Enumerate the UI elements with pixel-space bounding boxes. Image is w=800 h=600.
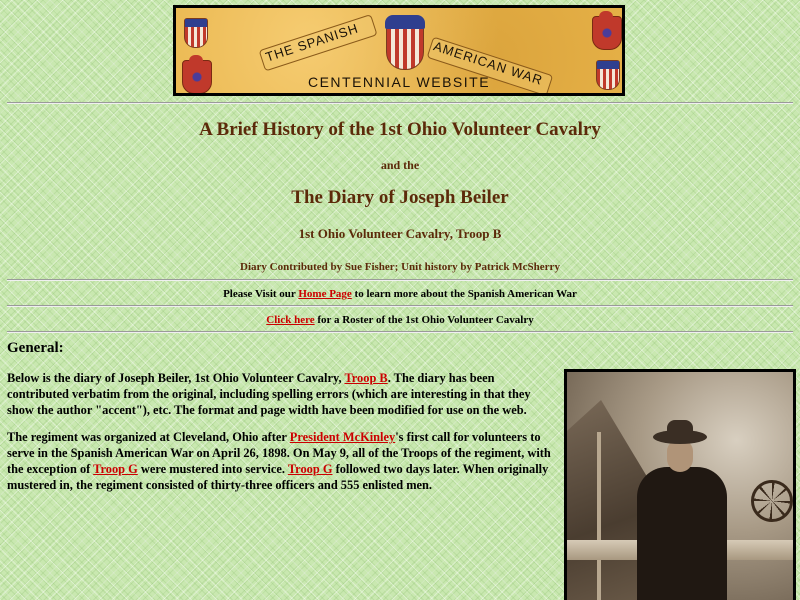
roster-suffix: for a Roster of the 1st Ohio Volunteer Cavalry xyxy=(314,314,534,326)
visit-prefix: Please Visit our xyxy=(223,288,299,300)
soldier-head xyxy=(667,440,693,472)
joseph-beiler-photo xyxy=(564,369,796,600)
tent-pole xyxy=(597,432,601,600)
divider xyxy=(7,102,793,104)
troop-g-link[interactable]: Troop G xyxy=(93,462,138,476)
visit-suffix: to learn more about the Spanish American War xyxy=(351,288,577,300)
text: were mustered into service. xyxy=(137,462,288,476)
divider xyxy=(7,331,793,333)
divider xyxy=(7,305,793,307)
credit-line: Diary Contributed by Sue Fisher; Unit history by Patrick McSherry xyxy=(240,261,560,273)
troop-b-link[interactable]: Troop B xyxy=(344,371,388,385)
center-shield-icon xyxy=(386,20,424,70)
divider xyxy=(7,279,793,281)
site-banner[interactable] xyxy=(173,5,625,96)
section-heading-general: General: xyxy=(7,340,64,356)
cannon-wheel-icon xyxy=(751,480,793,522)
text: The regiment was organized at Cleveland, Ohio after xyxy=(7,430,290,444)
regiment-paragraph xyxy=(7,429,557,493)
banner-ribbon-right-text: AMERICAN WAR xyxy=(431,38,545,88)
roster-link[interactable]: Click here xyxy=(266,314,315,326)
president-mckinley-link[interactable]: President McKinley xyxy=(289,430,396,444)
roster-line xyxy=(0,314,800,326)
diary-title: The Diary of Joseph Beiler xyxy=(291,187,509,208)
text: followed two days later. When originally mustered in, the regiment consisted of thirty-three officers and 555 enlisted men. xyxy=(7,462,549,492)
spanish-crest-icon xyxy=(592,16,622,50)
soldier-figure xyxy=(637,467,727,600)
and-the-text: and the xyxy=(380,158,420,172)
text: Below is the diary of Joseph Beiler, 1st Ohio Volunteer Cavalry, xyxy=(7,371,345,385)
intro-paragraph xyxy=(7,370,557,418)
banner-ribbon-left-text: THE SPANISH xyxy=(263,20,361,65)
page-title: A Brief History of the 1st Ohio Volunteer Cavalry xyxy=(199,119,601,140)
text: 's first call for volunteers to serve in the Spanish American War on April 26, 1898. On May 9, all of the Troops of the regiment, with the exception of xyxy=(7,430,551,476)
unit-subtitle: 1st Ohio Volunteer Cavalry, Troop B xyxy=(298,226,502,241)
us-shield-icon xyxy=(184,18,208,48)
home-page-link[interactable]: Home Page xyxy=(298,288,352,300)
banner-subtitle: CENTENNIAL WEBSITE xyxy=(307,74,491,90)
troop-g-link[interactable]: Troop G xyxy=(287,462,333,476)
hat-icon xyxy=(653,430,707,444)
text: . The diary has been contributed verbatim from the original, including spelling errors (which are interesting in that they show the author "accent"), etc. The format and page width have been modified for use on the web. xyxy=(7,371,531,417)
visit-home-line xyxy=(0,288,800,300)
